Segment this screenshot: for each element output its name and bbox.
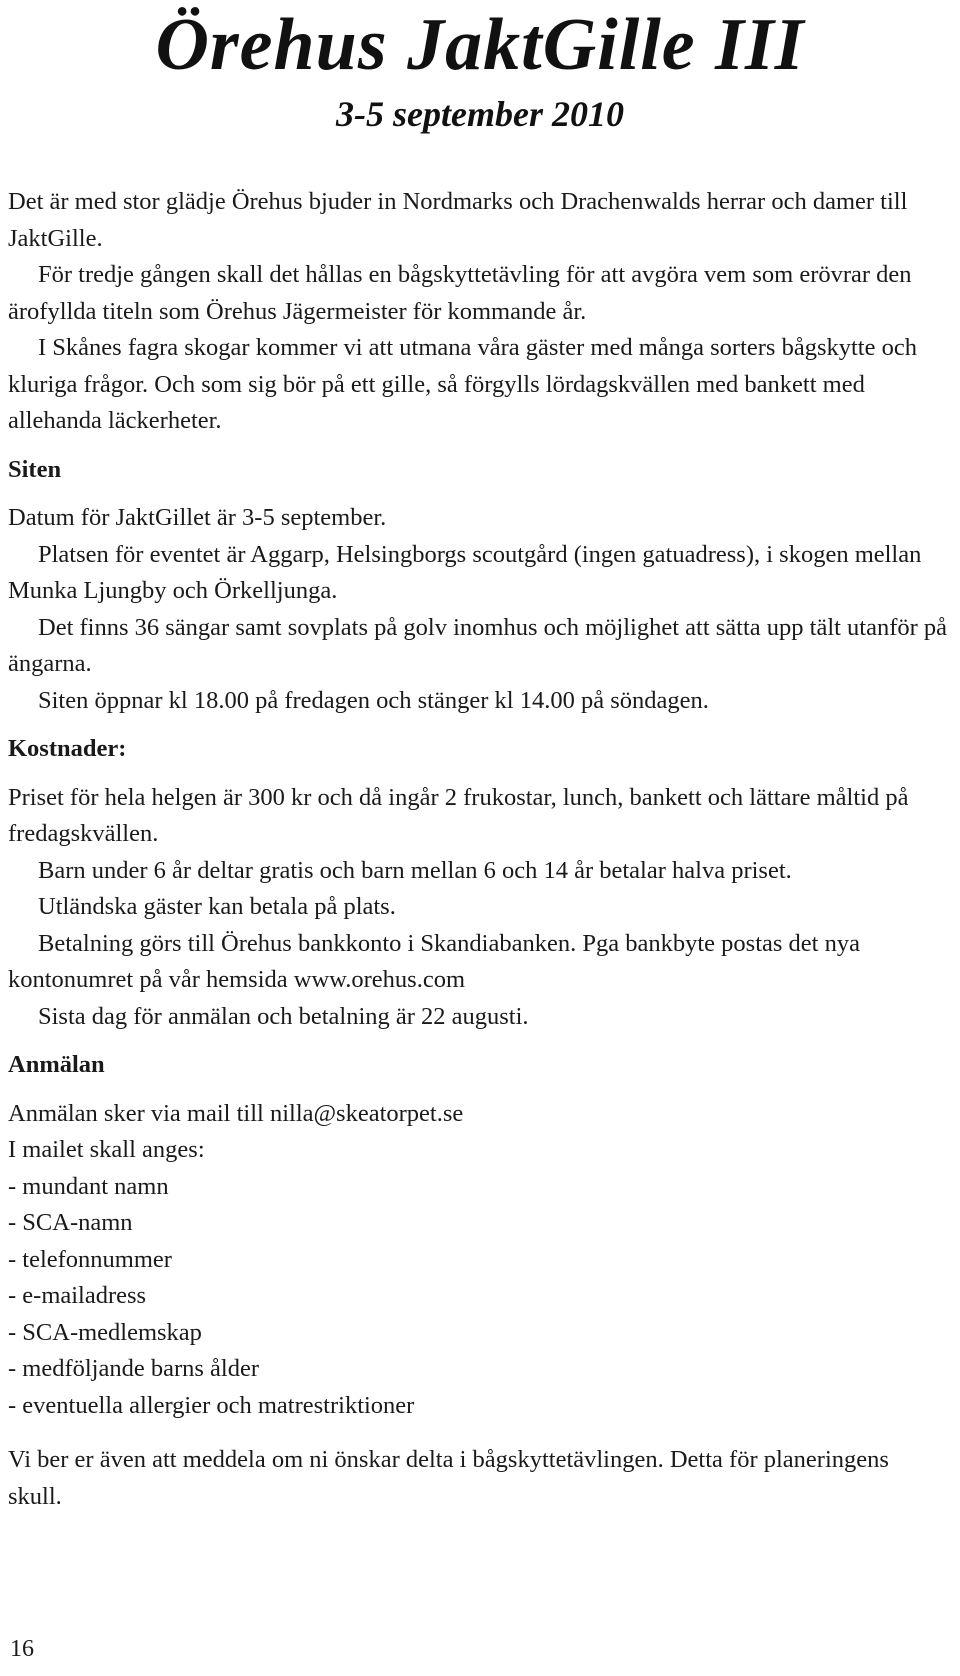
list-item: - mundant namn [8,1172,169,1200]
anmalan-paragraph-1: Anmälan sker via mail till nilla@skeatorpet.se [8,1099,464,1127]
anmalan-paragraph-2: I mailet skall anges: [8,1136,205,1163]
list-item: - e-mailadress [8,1282,147,1309]
siten-paragraph-3: Det finns 36 sängar samt sovplats på golv inomhus och möjlighet att sätta upp tält utanför på ängarna. [8,613,948,677]
closing-paragraph: Vi ber er även att meddela om ni önskar delta i bågskyttetävlingen. Detta för planeringens skull. [8,1446,889,1510]
kostnader-paragraph-3: Utländska gäster kan betala på plats. [38,893,396,920]
intro-paragraph-2: För tredje gången skall det hållas en bågskyttetävling för att avgöra vem som erövrar den ärofyllda titeln som Örehus Jägermeister för kommande år. [8,261,912,325]
list-item: - SCA-namn [8,1209,133,1236]
page-subtitle: 3-5 september 2010 [336,94,624,134]
siten-paragraph-1: Datum för JaktGillet är 3-5 september. [8,504,387,531]
kostnader-paragraph-4: Betalning görs till Örehus bankkonto i Skandiabanken. Pga bankbyte postas det nya kontonumret på vår hemsida www.orehus.com [8,929,860,993]
kostnader-heading: Kostnader: [8,735,127,762]
anmalan-list [8,1169,948,1425]
page-title: Örehus JaktGille III [155,4,805,86]
list-item: - medföljande barns ålder [8,1355,260,1382]
intro-paragraph-3: I Skånes fagra skogar kommer vi att utmana våra gäster med många sorters bågskytte och kluriga frågor. Och som sig bör på ett gille, så förgylls lördagskvällen med bankett med allehanda läckerheter. [8,334,917,434]
list-item: - eventuella allergier och matrestriktioner [8,1391,415,1419]
page-number: 16 [10,1636,34,1662]
list-item: - SCA-medlemskap [8,1318,202,1346]
list-item: - telefonnummer [8,1245,172,1273]
document-body [8,184,948,1515]
siten-paragraph-2: Platsen för eventet är Aggarp, Helsingborgs scoutgård (ingen gatuadress), i skogen mellan Munka Ljungby och Örkelljunga. [8,540,922,604]
anmalan-heading: Anmälan [8,1051,105,1078]
intro-paragraph-1: Det är med stor glädje Örehus bjuder in Nordmarks och Drachenwalds herrar och damer till JaktGille. [8,188,908,252]
kostnader-paragraph-2: Barn under 6 år deltar gratis och barn mellan 6 och 14 år betalar halva priset. [38,856,792,884]
kostnader-paragraph-1: Priset för hela helgen är 300 kr och då ingår 2 frukostar, lunch, bankett och lättare måltid på fredagskvällen. [8,783,909,847]
kostnader-paragraph-5: Sista dag för anmälan och betalning är 22 augusti. [38,1002,529,1030]
siten-paragraph-4: Siten öppnar kl 18.00 på fredagen och stänger kl 14.00 på söndagen. [38,686,709,714]
siten-heading: Siten [8,455,62,483]
